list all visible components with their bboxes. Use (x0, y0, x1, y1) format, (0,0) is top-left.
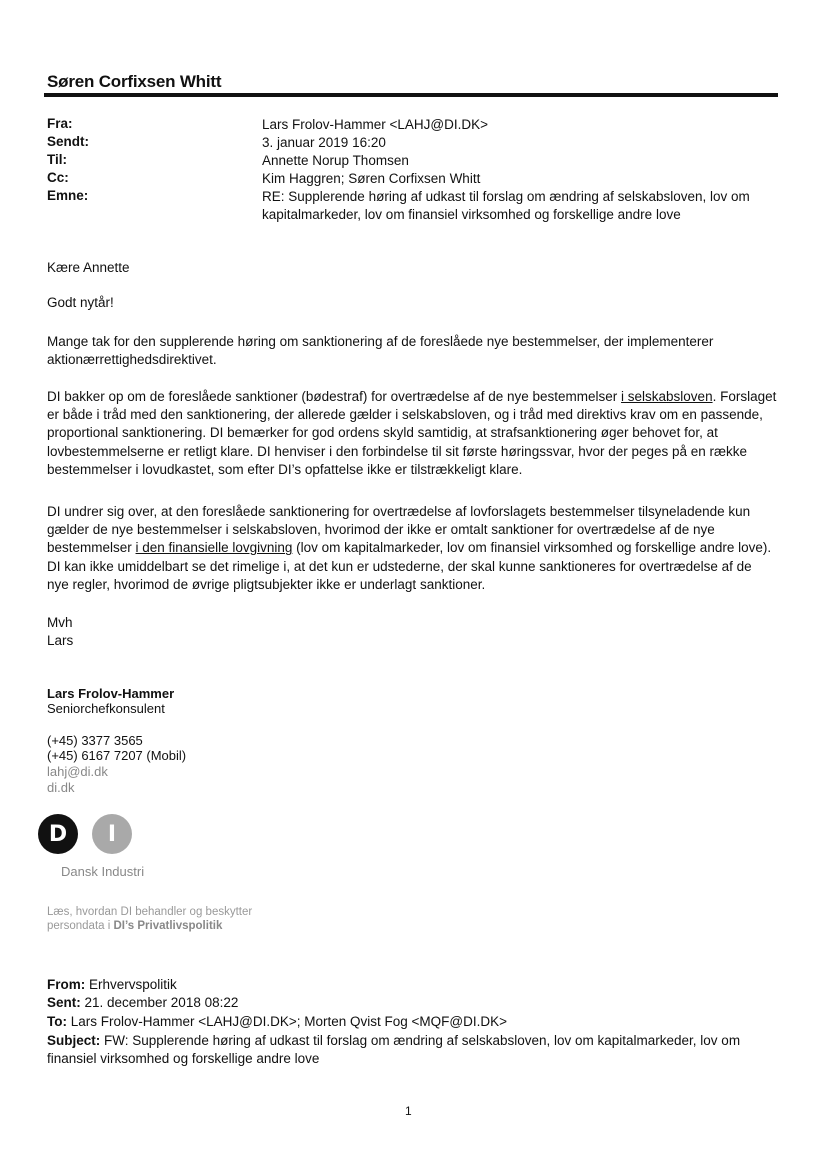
paragraph-1-text: Mange tak for den supplerende høring om sanktionering af de foreslåede nye bestemmelser, der implementerer aktionærrettighedsdirektivet. (47, 334, 714, 368)
from-value: Lars Frolov-Hammer <LAHJ@DI.DK> (262, 117, 489, 132)
to-label: Til: (47, 152, 67, 167)
page-number: 1 (405, 1104, 412, 1118)
fwd-from-value: Erhvervspolitik (85, 977, 177, 992)
fwd-subject-value: FW: Supplerende høring af udkast til forslag om ændring af selskabsloven, lov om kapitalmarkeder, lov om finansiel virksomhed og forskellige andre love (47, 1033, 741, 1066)
fwd-sent-label: Sent: (47, 995, 81, 1010)
subject-value: RE: Supplerende høring af udkast til forslag om ændring af selskabsloven, lov om kapitalmarkeder, lov om finansiel virksomhed og forskellige andre love (262, 189, 750, 222)
logo-i-icon: I (92, 814, 132, 854)
greeting: Kære Annette (47, 260, 130, 275)
signature-name: Lars Frolov-Hammer (47, 686, 175, 701)
subject-label: Emne: (47, 188, 89, 203)
cc-value: Kim Haggren; Søren Corfixsen Whitt (262, 171, 481, 186)
fwd-to-label: To: (47, 1014, 67, 1029)
fwd-from-row (47, 976, 777, 994)
from-label: Fra: (47, 116, 73, 131)
signature-email-link[interactable]: lahj@di.dk (47, 764, 108, 779)
di-logo (38, 814, 138, 858)
closing: Mvh (47, 615, 73, 630)
paragraph-2-start: DI bakker op om de foreslåede sanktioner (bødestraf) for overtrædelse af de nye bestemmelser (47, 389, 622, 404)
sent-value: 3. januar 2019 16:20 (262, 135, 386, 150)
logo-d-icon: D (38, 814, 78, 854)
privacy-line-1: Læs, hvordan DI behandler og beskytter (47, 906, 253, 918)
new-year-wish: Godt nytår! (47, 295, 114, 310)
fwd-subject-row (47, 1032, 777, 1068)
fwd-from-label: From: (47, 977, 86, 992)
paragraph-2-underlined: i selskabsloven (621, 389, 713, 404)
paragraph-3 (47, 503, 777, 594)
signature-mobile: (+45) 6167 7207 (Mobil) (47, 748, 187, 763)
fwd-subject-label: Subject: (47, 1033, 101, 1048)
paragraph-2 (47, 388, 777, 479)
mailbox-owner-name: Søren Corfixsen Whitt (47, 72, 222, 91)
brand-name: Dansk Industri (61, 864, 145, 879)
paragraph-2-end: . Forslaget er både i tråd med den sanktionering, der allerede gælder i selskabsloven, og i tråd med direktivs krav om en passende, proportional sanktionering. DI bemærker for god ordens skyld samtidig, at strafsanktionering øger behovet for, at lovbestemmelserne er retligt klare. DI henviser i den forbindelse til sit første høringssvar, hvor der peges på en række bestemmelser i lovudkastet, som efter DI’s opfattelse ikke er tilstrækkeligt klare. (47, 389, 777, 477)
privacy-policy-link[interactable]: DI’s Privatlivspolitik (113, 920, 223, 932)
header-rule (44, 93, 778, 97)
privacy-line-2: persondata i (47, 920, 114, 932)
to-value: Annette Norup Thomsen (262, 153, 409, 168)
signature-phone: (+45) 3377 3565 (47, 733, 143, 748)
fwd-sent-row (47, 994, 777, 1012)
paragraph-3-end: (lov om kapitalmarkeder, lov om finansiel virksomhed og forskellige andre love). DI kan ikke umiddelbart se det rimelige i, at det kun er udstederne, der skal kunne sanktioneres for overtrædelse af de nye regler, hvorimod de øvrige pligtsubjekter ikke er underlagt sanktioner. (47, 540, 772, 592)
fwd-to-row (47, 1013, 777, 1031)
paragraph-1 (47, 333, 777, 369)
fwd-sent-value: 21. december 2018 08:22 (80, 995, 239, 1010)
signature-title: Seniorchefkonsulent (47, 701, 165, 716)
paragraph-3-start: DI undrer sig over, at den foreslåede sanktionering for overtrædelse af lovforslagets bestemmelser tilsyneladende kun gælder de nye bestemmelser i selskabsloven, hvorimod der ikke er omtalt sanktioner for overtrædelse af de nye bestemmelser (47, 504, 751, 556)
closing-name: Lars (47, 633, 74, 648)
privacy-notice (47, 905, 252, 933)
signature-web-link[interactable]: di.dk (47, 780, 75, 795)
cc-label: Cc: (47, 170, 69, 185)
fwd-to-value: Lars Frolov-Hammer <LAHJ@DI.DK>; Morten Qvist Fog <MQF@DI.DK> (67, 1014, 508, 1029)
sent-label: Sendt: (47, 134, 89, 149)
paragraph-3-underlined: i den finansielle lovgivning (135, 540, 293, 556)
